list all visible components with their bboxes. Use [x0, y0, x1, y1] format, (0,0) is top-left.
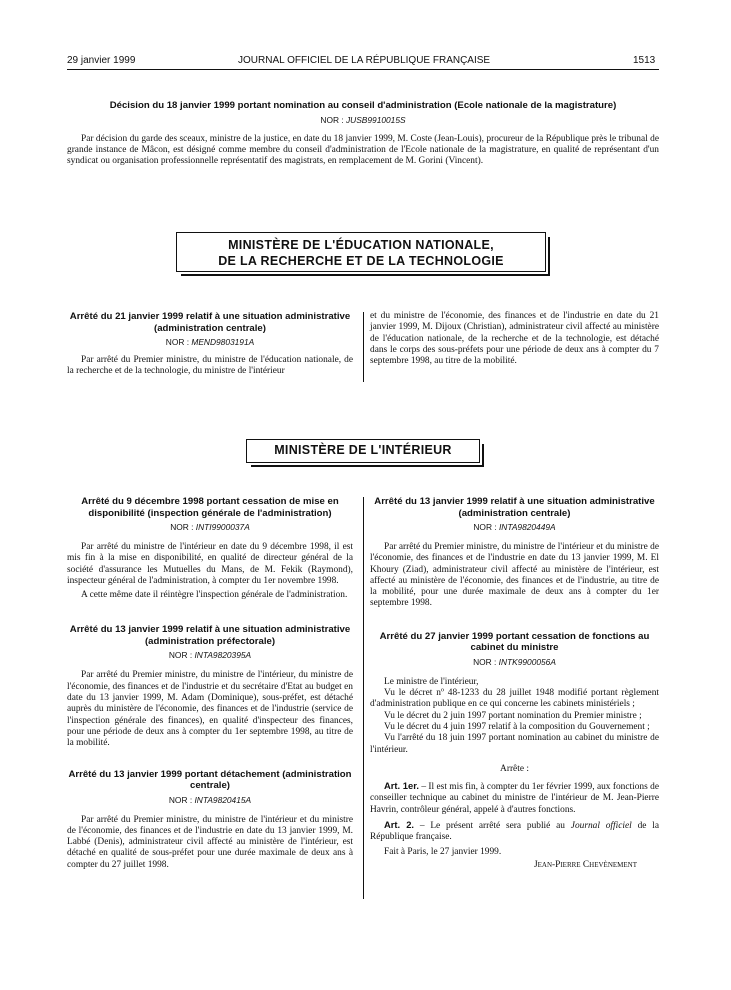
arrete-havrin-intro: Le ministre de l'intérieur,: [384, 676, 479, 687]
arrete-havrin-vu1: Vu le décret nº 48-1233 du 28 juillet 1948 modifié portant règlement d'administration publique en ce qui concerne les cabinets ministériels ;: [370, 688, 659, 710]
arrete-education-left: [67, 311, 353, 378]
arrete-havrin-article-2: Art. 2. – Le présent arrêté sera publié au Journal officiel de la République française.: [370, 819, 659, 843]
section-decision-magistrature: [67, 100, 659, 167]
ministry-interieur-label: MINISTÈRE DE L'INTÉRIEUR: [274, 443, 452, 457]
ministry-education-line1: MINISTÈRE DE L'ÉDUCATION NATIONALE,: [228, 238, 494, 252]
ministry-education-line2: DE LA RECHERCHE ET DE LA TECHNOLOGIE: [218, 254, 504, 268]
header-date: 29 janvier 1999: [67, 55, 136, 66]
arrete-adam-title: Arrêté du 13 janvier 1999 relatif à une situation administrative (administration préfectorale): [69, 624, 351, 647]
arrete-khoury-body: Par arrêté du Premier ministre, du ministre de l'intérieur et du ministre de l'économie, des finances et de l'industrie en date du 13 janvier 1999, M. El Khoury (Ziad), administrateur civil affecté au ministère de l'intérieur, est affecté au ministère de l'économie, des finances et de l'industrie, au titre de la mobilité, pour une durée maximale de deux ans à compter du 1er septembre 1998.: [370, 542, 659, 609]
decision-body: Par décision du garde des sceaux, ministre de la justice, en date du 18 janvier 1999, M. Coste (Jean-Louis), procureur de la République près le tribunal de grande instance de Mâcon, est désigné comme membre du conseil d'administration de l'Ecole nationale de la magistrature, en qualité de représentant d'un syndicat ou organisation professionnelle représentatif des magistrats, en remplacement de M. Gorini (Vincent).: [67, 133, 659, 167]
arrete-havrin-arrete-label: Arrête :: [500, 763, 529, 774]
arrete-havrin-done: Fait à Paris, le 27 janvier 1999.: [384, 846, 502, 857]
arrete-labbe-body: Par arrêté du Premier ministre, du ministre de l'intérieur et du ministre de l'économie, des finances et de l'industrie en date du 13 janvier 1999, M. Labbé (Denis), administrateur civil affecté au ministère de l'intérieur, est détaché en qualité de sous-préfet pour une durée maximale de deux ans à compter du 27 juillet 1998.: [67, 814, 353, 870]
arrete-khoury-title: Arrêté du 13 janvier 1999 relatif à une situation administrative (administration centrale): [374, 496, 655, 519]
arrete-fekik-p1: Par arrêté du ministre de l'intérieur en date du 9 décembre 1998, il est mis fin à la mise en disponibilité, en qualité de directeur général de la société d'assurance les Mutuelles du Mans, de M. Fekik (Raymond), inspecteur général de l'administration, à compter du 1er novembre 1998.: [67, 542, 353, 586]
arrete-education-right: [370, 311, 659, 367]
arrete-fekik-nor: NOR : INTI9900037A: [170, 522, 250, 532]
column-rule-top: [363, 312, 364, 382]
arrete-havrin-article-1: Art. 1er. – Il est mis fin, à compter du 1er février 1999, aux fonctions de conseiller technique au cabinet du ministre de l'intérieur de M. Jean-Pierre Havrin, contrôleur général, appelé à d'autres fonctions.: [370, 780, 659, 815]
arrete-fekik: [67, 496, 353, 601]
arrete-education-title: Arrêté du 21 janvier 1999 relatif à une situation administrative (administration centrale): [69, 311, 351, 334]
header-journal-title: JOURNAL OFFICIEL DE LA RÉPUBLIQUE FRANÇAISE: [238, 55, 491, 66]
arrete-labbe-title: Arrêté du 13 janvier 1999 portant détachement (administration centrale): [68, 768, 352, 792]
header-rule: [67, 69, 659, 70]
arrete-khoury: [370, 496, 659, 610]
arrete-fekik-p2: A cette même date il réintègre l'inspection générale de l'administration.: [81, 590, 348, 601]
arrete-havrin-vu3: Vu le décret du 4 juin 1997 relatif à la composition du Gouvernement ;: [384, 721, 650, 732]
arrete-havrin-signature: Jean-Pierre Chevènement: [533, 859, 637, 870]
interieur-right-column: [370, 496, 659, 870]
interieur-left-column: [67, 496, 353, 871]
arrete-education-nor: NOR : MEND9803191A: [165, 337, 255, 347]
arrete-havrin-vu2: Vu le décret du 2 juin 1997 portant nomination du Premier ministre ;: [384, 710, 642, 721]
arrete-education-body-end: et du ministre de l'économie, des finances et de l'industrie en date du 21 janvier 1999, M. Dijoux (Christian), administrateur civil affecté au ministère de l'éducation nationale, de la recherche et de la technologie, est détaché dans le corps des sous-préfets pour une période de deux ans à compter du 7 septembre 1998, au titre de la mobilité.: [370, 311, 659, 367]
arrete-havrin-vu4: Vu l'arrêté du 18 juin 1997 portant nomination au cabinet du ministre de l'intérieur.: [370, 733, 659, 755]
arrete-havrin-nor: NOR : INTK9900056A: [473, 656, 556, 667]
arrete-labbe: [67, 769, 353, 871]
arrete-khoury-nor: NOR : INTA9820449A: [473, 522, 556, 532]
column-rule-main: [363, 497, 364, 899]
ministry-education-banner: [176, 232, 546, 272]
arrete-adam: [67, 624, 353, 749]
arrete-adam-body: Par arrêté du Premier ministre, du ministre de l'intérieur, du ministre de l'économie, des finances et de l'industrie et du secrétaire d'Etat au budget en date du 13 janvier 1999, M. Adam (Dominique), sous-préfet, est détaché auprès du ministère de l'économie, des finances et de l'industrie (service de l'inspection générale des finances), en qualité d'inspecteur des finances, pour une période de deux ans à compter du 1er septembre 1998, au titre de la mobilité.: [67, 670, 353, 749]
decision-nor: NOR : JUSB9910015S: [320, 114, 406, 125]
arrete-education-body-start: Par arrêté du Premier ministre, du ministre de l'éducation nationale, de la recherche et de la technologie, du ministre de l'intérieur: [67, 355, 353, 377]
header-page-number: 1513: [633, 55, 656, 66]
arrete-adam-nor: NOR : INTA9820395A: [168, 650, 252, 661]
decision-title: Décision du 18 janvier 1999 portant nomination au conseil d'administration (Ecole nationale de la magistrature): [109, 100, 617, 111]
arrete-havrin-title: Arrêté du 27 janvier 1999 portant cessation de fonctions au cabinet du ministre: [379, 630, 650, 654]
arrete-labbe-nor: NOR : INTA9820415A: [168, 794, 252, 805]
arrete-fekik-title: Arrêté du 9 décembre 1998 portant cessation de mise en disponibilité (inspection générale de l'administration): [81, 496, 339, 519]
arrete-havrin: [370, 631, 659, 870]
ministry-interieur-banner: [246, 439, 480, 463]
